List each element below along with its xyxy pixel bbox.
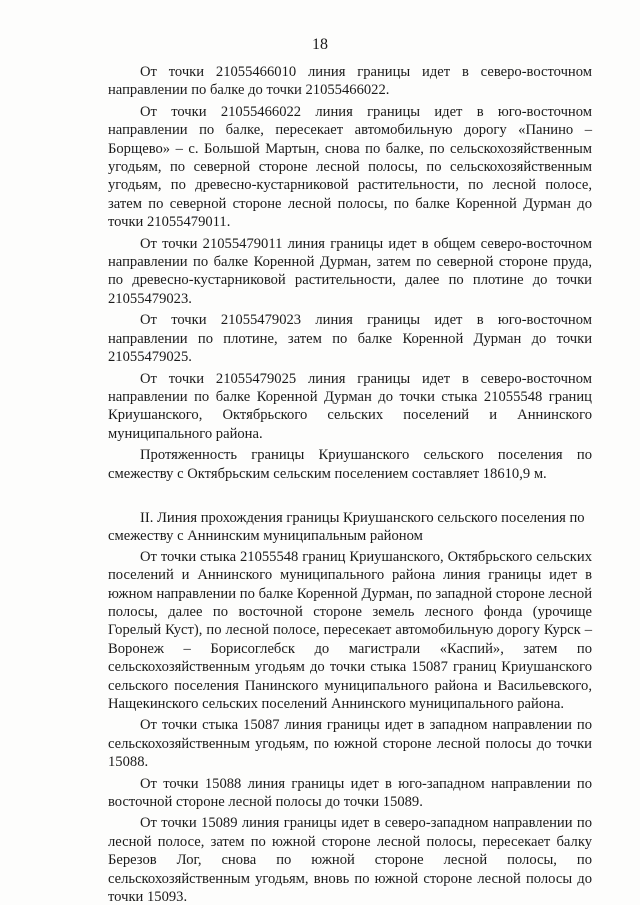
paragraph-point-21055479025: От точки 21055479025 линия границы идет в северо-восточном направлении по балке Коренной Дурман до точки стыка 21055548 границ Криушанского, Октябрьского сельских поселений и Аннинского муниципального района. [108,370,592,442]
paragraph-boundary-length: Протяженность границы Криушанского сельского поселения по смежеству с Октябрьским сельским поселением составляет 18610,9 м. [108,447,592,482]
paragraph-junction-15087: От точки стыка 15087 линия границы идет в западном направлении по сельскохозяйственным угодьям, по южной стороне лесной полосы до точки 15088. [108,717,592,771]
document-body [108,63,592,906]
section-spacer [108,483,592,509]
paragraph-junction-21055548: От точки стыка 21055548 границ Криушанского, Октябрьского сельских поселений и Аннинского муниципального района линия границы идет в южном направлении по балке Коренной Дурман, по западной стороне лесной полосы, далее по восточной стороне земель лесного фонда (урочище Горелый Куст), по лесной полосе, пересекает автомобильную дорогу Курск – Воронеж – Борисоглебск до магистрали «Каспий», затем по сельскохозяйственным угодьям до точки стыка 15087 границ Криушанского сельского поселения Панинского муниципального района и Васильевского, Нащекинского сельских поселений Аннинского муниципального района. [108,548,592,712]
paragraph-point-15088: От точки 15088 линия границы идет в юго-западном направлении по восточной стороне лесной полосы до точки 15089. [108,775,592,811]
paragraph-point-21055479011: От точки 21055479011 линия границы идет в общем северо-восточном направлении по балке Коренной Дурман, затем по северной стороне пруда, по древесно-кустарниковой растительности, далее по плотине до точки 21055479023. [108,235,592,307]
page-number: 18 [312,36,328,53]
paragraph-point-21055466010: От точки 21055466010 линия границы идет в северо-восточном направлении по балке до точки 21055466022. [108,64,592,99]
paragraph-point-15089: От точки 15089 линия границы идет в северо-западном направлении по лесной полосе, затем по южной стороне лесной полосы, пересекает балку Березов Лог, снова по южной стороне лесной полосы, по сельскохозяйственным угодьям, вновь по южной стороне лесной полосы до точки 15093. [108,815,592,906]
paragraph-point-21055466022: От точки 21055466022 линия границы идет в юго-восточном направлении по балке, пересекает автомобильную дорогу «Панино – Борщево» – с. Большой Мартын, снова по балке, по сельскохозяйственным угодьям, по северной стороне лесной полосы, по сельскохозяйственным угодьям, по древесно-кустарниковой растительности, по лесной полосе, затем по северной стороне лесной полосы, по балке Коренной Дурман до точки 21055479011. [108,103,592,231]
section-heading: II. Линия прохождения границы Криушанского сельского поселения по смежеству с Аннинским муниципальным районом [108,509,585,545]
paragraph-point-21055479023: От точки 21055479023 линия границы идет в юго-восточном направлении по плотине, затем по балке Коренной Дурман до точки 21055479025. [108,312,592,366]
